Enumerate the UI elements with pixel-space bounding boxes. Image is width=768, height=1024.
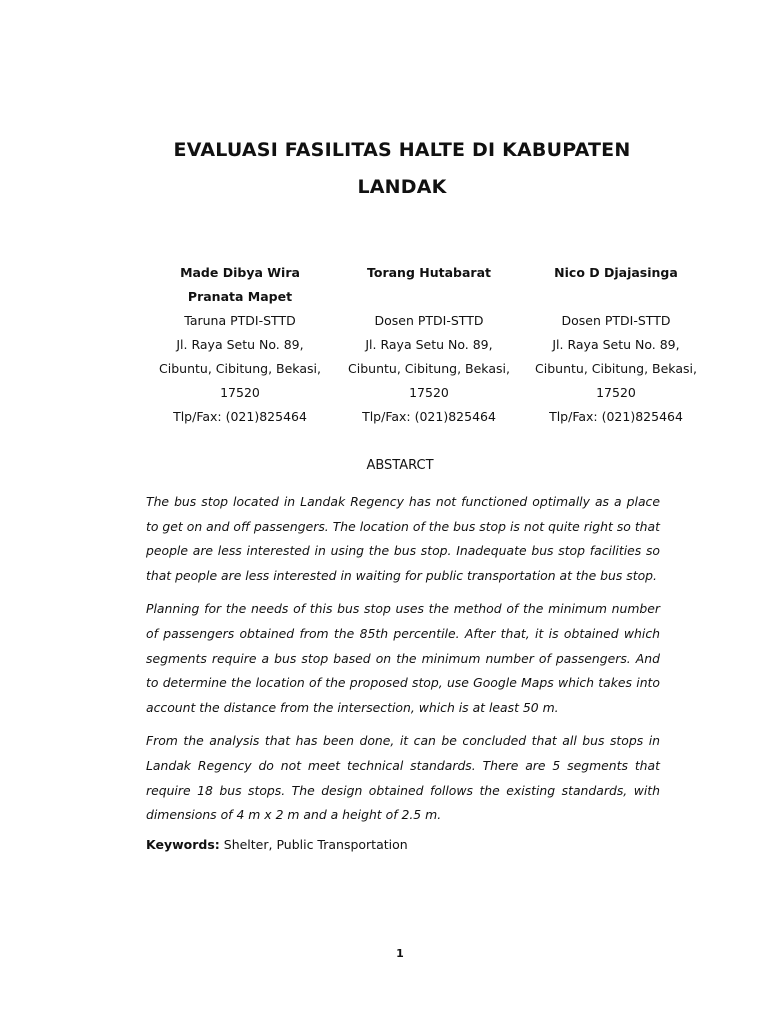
author-postal-code: 17520 (409, 385, 449, 400)
author-phone: Tlp/Fax: (021)825464 (362, 409, 496, 424)
author-phone: Tlp/Fax: (021)825464 (549, 409, 683, 424)
author-name-continued (521, 285, 711, 309)
page-number: 1 (396, 947, 404, 960)
author-address-line-2: Cibuntu, Cibitung, Bekasi, (159, 361, 321, 376)
author-block-3 (521, 261, 711, 429)
author-name: Made Dibya Wira (180, 265, 300, 280)
author-address-line-2: Cibuntu, Cibitung, Bekasi, (535, 361, 697, 376)
author-block-1 (145, 261, 335, 429)
author-affiliation: Taruna PTDI-STTD (184, 313, 296, 328)
abstract-heading: ABSTARCT (366, 458, 434, 473)
keywords-label: Keywords: (146, 837, 220, 852)
author-address-line-1: Jl. Raya Setu No. 89, (176, 337, 304, 352)
author-affiliation: Dosen PTDI-STTD (374, 313, 484, 328)
author-block-2 (334, 261, 524, 429)
keywords-line (146, 835, 660, 855)
abstract-paragraph-1: The bus stop located in Landak Regency has not functioned optimally as a place to get on and off passengers. The location of the bus stop is not quite right so that people are less interested in using the bus stop. Inadequate bus stop facilities so that people are less interested in waiting for public transportation at the bus stop. (146, 494, 660, 583)
author-address-line-1: Jl. Raya Setu No. 89, (552, 337, 680, 352)
author-address-line-1: Jl. Raya Setu No. 89, (365, 337, 493, 352)
author-address-line-2: Cibuntu, Cibitung, Bekasi, (348, 361, 510, 376)
author-postal-code: 17520 (596, 385, 636, 400)
author-affiliation: Dosen PTDI-STTD (561, 313, 671, 328)
abstract-body (146, 490, 660, 837)
author-name-continued (334, 285, 524, 309)
abstract-paragraph-2: Planning for the needs of this bus stop uses the method of the minimum number of passengers obtained from the 85th percentile. After that, it is obtained which segments require a bus stop based on the minimum number of passengers. And to determine the location of the proposed stop, use Google Maps which takes into account the distance from the intersection, which is at least 50 m. (146, 601, 660, 715)
author-phone: Tlp/Fax: (021)825464 (173, 409, 307, 424)
keywords-value: Shelter, Public Transportation (219, 837, 408, 852)
abstract-paragraph-3: From the analysis that has been done, it can be concluded that all bus stops in Landak Regency do not meet technical standards. There are 5 segments that require 18 bus stops. The design obtained follows the existing standards, with dimensions of 4 m x 2 m and a height of 2.5 m. (146, 733, 660, 823)
paper-title-line-1: EVALUASI FASILITAS HALTE DI KABUPATEN (173, 139, 631, 161)
author-name-continued: Pranata Mapet (187, 289, 293, 304)
author-name: Nico D Djajasinga (554, 265, 678, 280)
author-name: Torang Hutabarat (367, 265, 491, 280)
paper-title-line-2: LANDAK (357, 176, 447, 198)
author-postal-code: 17520 (220, 385, 260, 400)
